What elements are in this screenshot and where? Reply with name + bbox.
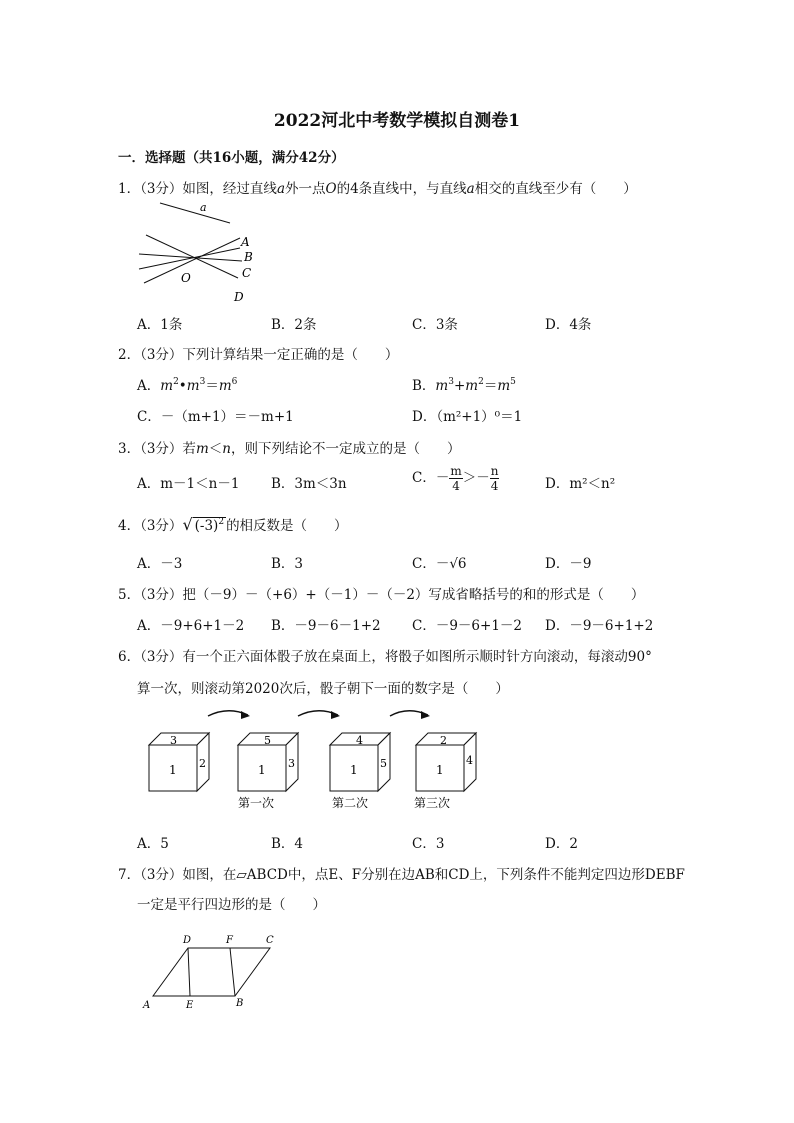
page-title: 2022河北中考数学模拟自测卷1 <box>273 111 521 131</box>
q1-var-a: a <box>276 181 285 197</box>
q1-text: 外一点 <box>285 181 326 197</box>
label-A: A <box>241 235 250 249</box>
q6-option-a[interactable]: A．5 <box>137 836 169 852</box>
q2-option-b[interactable]: B．$m^3+m^2=m^5$ <box>412 377 516 394</box>
exponent: 2 <box>218 517 225 527</box>
q3-text: 3．（3分）若 <box>118 441 196 457</box>
die-caption: 第三次 <box>414 796 451 810</box>
die-front-number: 1 <box>350 763 358 777</box>
q4-option-b[interactable]: B．3 <box>271 556 304 572</box>
die-caption: 第一次 <box>238 796 275 810</box>
line-oc <box>139 248 240 269</box>
question-6-stem-line2: 算一次，则滚动第2020次后，骰子朝下一面的数字是（ ） <box>137 681 509 697</box>
q1-var-a: a <box>466 181 475 197</box>
question-7-stem-line2: 一定是平行四边形的是（ ） <box>137 897 326 913</box>
sqrt-radicand <box>193 517 226 534</box>
q2-option-a-label: A． <box>137 378 161 394</box>
label-a: a <box>200 201 207 214</box>
q3-option-c[interactable]: C．－ $\frac{m}{4}$ ＞－ $\frac{n}{4}$ <box>412 464 499 493</box>
label-C: C <box>266 935 274 946</box>
q3-option-d[interactable]: D．m²＜n² <box>545 476 616 492</box>
parallelogram-abcd <box>153 948 270 996</box>
label-A: A <box>143 1000 151 1011</box>
frac-den: 4 <box>490 479 499 493</box>
q5-option-b[interactable]: B．－9－6－1+2 <box>271 618 381 634</box>
q1-figure <box>130 195 270 307</box>
question-4-stem: 4．（3分）√ $(-3)^2$ 的相反数是（ ） <box>118 515 348 534</box>
q4-option-d[interactable]: D．－9 <box>545 556 592 572</box>
question-6-stem-line1: 6．（3分）有一个正六面体骰子放在桌面上，将骰子如图所示顺时针方向滚动，每滚动90° <box>118 649 652 665</box>
line-oa <box>146 235 238 278</box>
die-front-number: 1 <box>169 763 177 777</box>
fraction-n-4 <box>490 464 500 493</box>
die-right-number: 5 <box>380 757 387 770</box>
q6-option-c[interactable]: C．3 <box>412 836 445 852</box>
roll-arrowhead-icon <box>241 711 250 719</box>
q6-option-d[interactable]: D．2 <box>545 836 578 852</box>
die-initial <box>149 733 209 791</box>
die-third-roll <box>414 733 476 810</box>
label-C: C <box>242 266 252 280</box>
q6-dice-figure <box>140 703 500 815</box>
q4-option-a[interactable]: A．－3 <box>137 556 183 572</box>
q1-text: 1．（3分）如图，经过直线 <box>118 181 277 197</box>
die-top-number: 5 <box>264 734 271 747</box>
label-E: E <box>186 1000 194 1011</box>
q3-option-c-label: C． <box>412 470 436 486</box>
q1-text: 的4条直线中，与直线 <box>336 181 467 197</box>
segment-de <box>188 948 190 996</box>
segment-fb <box>230 948 235 996</box>
q2-option-a[interactable]: A．$m^2•m^3=m^6$ <box>137 377 238 394</box>
q3-option-b[interactable]: B．3m＜3n <box>271 476 347 492</box>
frac-num: m <box>450 464 462 478</box>
frac-num: n <box>490 464 499 478</box>
die-front-number: 1 <box>258 763 266 777</box>
label-B: B <box>244 250 253 264</box>
label-B: B <box>236 998 244 1009</box>
line-a <box>160 203 230 223</box>
die-front-number: 1 <box>436 763 444 777</box>
q7-parallelogram-figure <box>138 930 288 1014</box>
q1-option-b[interactable]: B．2条 <box>271 317 317 333</box>
label-F: F <box>226 935 233 946</box>
label-D: D <box>183 935 192 946</box>
q4-text: 4．（3分） <box>118 518 183 534</box>
q5-option-a[interactable]: A．－9+6+1－2 <box>137 618 245 634</box>
die-top-number: 3 <box>170 734 177 747</box>
q4-option-c[interactable]: C．－√6 <box>412 556 467 572</box>
q3-text: ，则下列结论不一定成立的是（ ） <box>230 441 461 457</box>
radicand: (-3) <box>194 518 219 534</box>
q1-var-o: O <box>325 181 337 197</box>
question-1-stem <box>118 177 637 197</box>
q6-option-b[interactable]: B．4 <box>271 836 304 852</box>
q5-option-c[interactable]: C．－9－6+1－2 <box>412 618 522 634</box>
die-second-roll <box>330 733 390 810</box>
die-right-number: 2 <box>199 757 206 770</box>
question-5-stem: 5．（3分）把（－9）－（+6）+（－1）－（－2）写成省略括号的和的形式是（ ） <box>118 587 645 603</box>
die-top-number: 2 <box>440 734 447 747</box>
question-3-stem: 3．（3分）若m＜n，则下列结论不一定成立的是（ ） <box>118 441 461 457</box>
q4-text: 的相反数是（ ） <box>226 518 348 534</box>
die-caption: 第二次 <box>332 796 369 810</box>
q1-text: 相交的直线至少有（ ） <box>474 181 637 197</box>
fraction-m-4 <box>449 464 462 493</box>
q1-option-c[interactable]: C．3条 <box>412 317 458 333</box>
label-D: D <box>234 290 244 304</box>
die-first-roll <box>238 733 298 810</box>
q1-option-a[interactable]: A．1条 <box>137 317 183 333</box>
question-7-stem-line1: 7．（3分）如图，在▱ABCD中，点E、F分别在边AB和CD上，下列条件不能判定四边形DEBF <box>118 867 685 883</box>
label-O: O <box>181 271 191 285</box>
line-od <box>144 238 240 283</box>
q1-option-d[interactable]: D．4条 <box>545 317 592 333</box>
question-2-stem: 2．（3分）下列计算结果一定正确的是（ ） <box>118 347 399 363</box>
q5-option-d[interactable]: D．－9－6+1+2 <box>545 618 654 634</box>
die-right-number: 3 <box>288 757 295 770</box>
roll-arrowhead-icon <box>331 711 340 719</box>
die-right-number: 4 <box>466 754 473 767</box>
q2-option-c[interactable]: C．－（m+1）＝－m+1 <box>137 409 294 425</box>
die-top-number: 4 <box>356 734 363 747</box>
q2-option-d[interactable]: D．（m²+1）⁰＝1 <box>412 409 523 425</box>
q3-option-a[interactable]: A．m－1＜n－1 <box>137 476 240 492</box>
roll-arrowhead-icon <box>421 711 430 719</box>
section-heading: 一．选择题（共16小题，满分42分） <box>118 150 345 166</box>
q2-option-b-label: B． <box>412 378 436 394</box>
line-ob <box>139 254 242 261</box>
frac-den: 4 <box>452 479 460 493</box>
